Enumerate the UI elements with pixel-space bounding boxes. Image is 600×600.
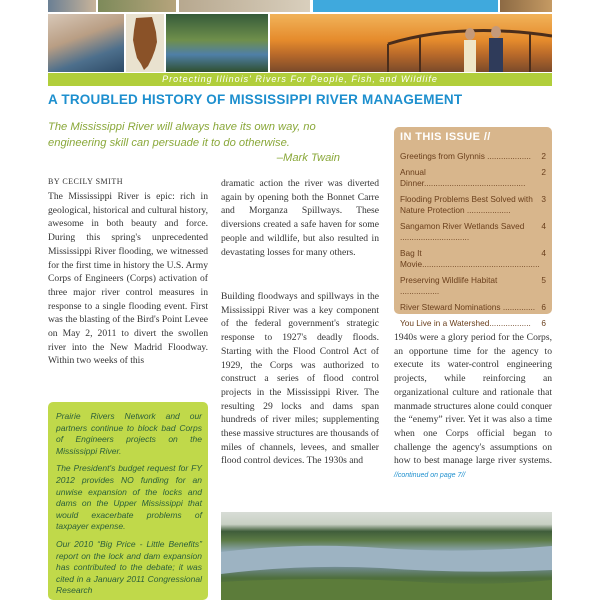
issue-item[interactable] [400,151,546,162]
header-photo-5 [500,0,552,12]
issue-item[interactable] [400,302,546,313]
river-landscape-photo [221,512,552,600]
bridge-walkers-photo [270,14,552,72]
continued-link[interactable]: //continued on page 7// [394,472,466,480]
issue-item-page: 2 [541,167,546,177]
header-photo-4 [313,0,498,12]
issue-item-label: Annual Dinner............................................ [400,167,526,188]
article-headline: A TROUBLED HISTORY OF MISSISSIPPI RIVER MANAGEMENT [48,92,463,107]
in-this-issue-title: IN THIS ISSUE // [400,131,491,143]
issue-item-label: You Live in a Watershed.................. [400,318,531,328]
family-photo [48,14,124,72]
article-quote: The Mississippi River will always have its own way, no engineering skill can persuade it to do otherwise. [48,121,316,149]
issue-item-page: 6 [541,302,546,312]
header-photo-2 [98,0,176,12]
byline: BY CECILY SMITH [48,177,123,186]
header-photo-3 [179,0,310,12]
issue-item-page: 4 [541,221,546,231]
quote-attribution: –Mark Twain [276,152,340,164]
advocacy-sidebar [48,402,208,600]
issue-item-label: Sangamon River Wetlands Saved .............................. [400,221,525,242]
sidebar-paragraph: Prairie Rivers Network and our partners continue to block bad Corps of Engineers projects on the Mississippi River. [56,411,202,456]
issue-item-page: 4 [541,248,546,258]
article-column-3-text: 1940s were a glory period for the Corps, an opportune time for the agency to execute its water-control engineering projects, while reinforcing an organizational culture and rationale that manmade structures alone could conquer the “enemy” river. Yet it was also a time when one Corps official began to challenge the agency's assumptions on how to best manage large river systems. [394,332,552,467]
article-column-2b: Building floodways and spillways in the Mississippi River was a key component of the federal government's strategic response to 1927's deadly floods. Starting with the Flood Control Act of 1929, the Corps was authorized to construct a series of flood control projects in the Mississippi River. The resulting 29 locks and dams span hundreds of river miles; supplementing these massive structures are thousands of miles of channels, levees, and smaller flood control devices. The 1930s and [221,291,379,467]
issue-item[interactable] [400,221,546,243]
sidebar-paragraph: Our 2010 “Big Price - Little Benefits” report on the lock and dam expansion has contributed to the debate; it was cited in a January 2011 Congressional Research [56,538,202,596]
issue-item-page: 3 [541,194,546,204]
article-column-2a: dramatic action the river was diverted again by opening both the Bonnet Carre and Morganza Spillways. These diversions created a safe haven for some people and wildlife, but also resulted in devastating losses for many others. [221,178,379,258]
issue-item-page: 5 [541,275,546,285]
article-column-3 [394,331,552,483]
sidebar-paragraph: The President's budget request for FY 2012 provides NO funding for an unwise expansion of the locks and dams on the Upper Mississippi that would exacerbate problems of taxpayer expense. [56,463,202,532]
issue-item[interactable] [400,275,546,297]
tagline-banner: Protecting Illinois' Rivers For People, Fish, and Wildlife [48,73,552,86]
issue-item-label: Bag It Movie................................................... [400,248,540,269]
header-photo-1 [48,0,96,12]
issue-item-label: Preserving Wildlife Habitat ................. [400,275,498,296]
issue-item[interactable] [400,194,546,216]
issue-item[interactable] [400,248,546,270]
illinois-map-graphic [126,14,164,72]
issue-item-label: Flooding Problems Best Solved with Nature Protection ................... [400,194,533,215]
issue-item[interactable] [400,318,546,329]
river-forest-photo [166,14,268,72]
in-this-issue-box [394,127,552,328]
issue-item-label: Greetings from Glynnis ................... [400,151,531,161]
article-column-1: The Mississippi River is epic: rich in geological, historical and cultural history, awesome in both beauty and force. During this spring's unprecedented Mississippi River flooding, we witnessed for the first time in history the U.S. Army Corps of Engineers (Corps) activation of three major river control measures in response to a single flooding event. First was the blasting of the Bird's Point Levee on May 2, 2011 to divert the swollen river into the New Madrid Floodway. Within two weeks of this [48,191,208,367]
issue-item-page: 2 [541,151,546,161]
issue-item-label: River Steward Nominations .............. [400,302,536,312]
issue-item-page: 6 [541,318,546,328]
issue-item[interactable] [400,167,546,189]
